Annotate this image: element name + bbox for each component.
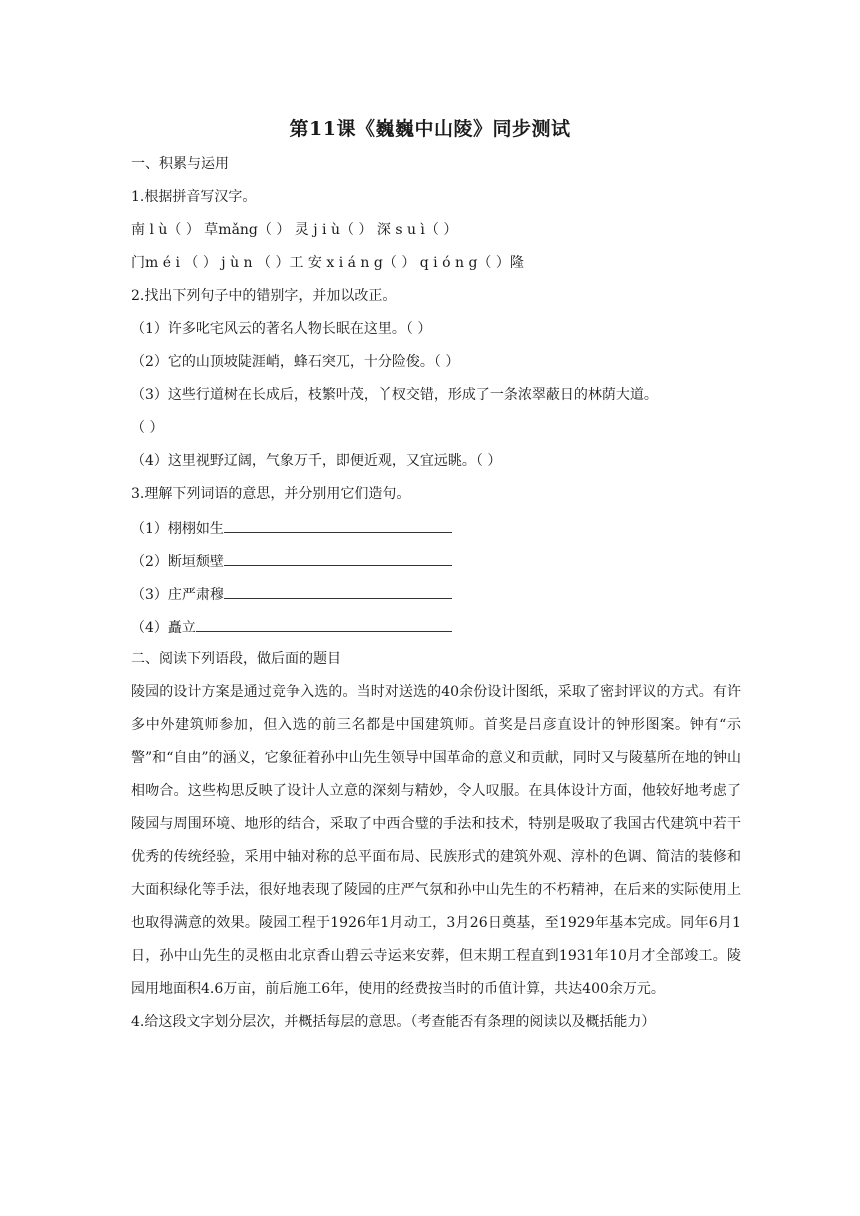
question-3-term: （4）矗立 xyxy=(131,620,196,636)
question-2-item: （2）它的山顶坡陡涯峭，蜂石突兀，十分险俊。（ ） xyxy=(131,354,460,370)
answer-blank-line[interactable] xyxy=(224,583,452,599)
pinyin-row-2: 门m é i （ ） j ù n （ ）工 安 x i á n g（ ） q i ó n g（ ）隆 xyxy=(131,255,524,271)
question-2-prompt: 2.找出下列句子中的错别字，并加以改正。 xyxy=(131,288,397,304)
question-2-item: （ ） xyxy=(131,420,164,436)
document-body xyxy=(131,154,741,1045)
question-3-item xyxy=(131,616,741,649)
page-title: 第11课《巍巍中山陵》同步测试 xyxy=(289,118,571,140)
question-3-term: （1）栩栩如生 xyxy=(131,521,224,537)
answer-blank-line[interactable] xyxy=(224,517,452,533)
question-2-item: （4）这里视野辽阔，气象万千，即便近观，又宜远眺。（ ） xyxy=(131,453,502,469)
question-2-item: （1）许多叱宅风云的著名人物长眠在这里。（ ） xyxy=(131,321,432,337)
question-3-item xyxy=(131,583,741,616)
section-heading-1: 一、积累与运用 xyxy=(131,156,229,172)
question-3-item xyxy=(131,550,741,583)
question-2-item: （3）这些行道树在长成后，枝繁叶茂，丫杈交错，形成了一条浓翠蔽日的林荫大道。 xyxy=(131,387,658,403)
pinyin-row-1: 南 l ù（ ） 草mǎng（ ） 灵 j i ù（ ） 深 s u ì（ ） xyxy=(131,222,458,238)
section-heading-2: 二、阅读下列语段，做后面的题目 xyxy=(131,651,341,667)
answer-blank-line[interactable] xyxy=(196,616,452,632)
question-4-prompt: 4.给这段文字划分层次，并概括每层的意思。（考查能否有条理的阅读以及概括能力） xyxy=(131,1014,656,1030)
answer-blank-line[interactable] xyxy=(224,550,452,566)
question-3-term: （3）庄严肃穆 xyxy=(131,587,224,603)
question-3-prompt: 3.理解下列词语的意思，并分别用它们造句。 xyxy=(131,486,411,502)
reading-passage: 陵园的设计方案是通过竞争入选的。当时对送选的40余份设计图纸，采取了密封评议的方式。有许多中外建筑师参加，但入选的前三名都是中国建筑师。首奖是吕彦直设计的钟形图案。钟有“示警”和“自由”的涵义，它象征着孙中山先生领导中国革命的意义和贡献，同时又与陵墓所在地的钟山相吻合。这些构思反映了设计人立意的深刻与精妙，令人叹服。在具体设计方面，他较好地考虑了陵园与周围环境、地形的结合，采取了中西合璧的手法和技术，特别是吸取了我国古代建筑中若干优秀的传统经验，采用中轴对称的总平面布局、民族形式的建筑外观、淳朴的色调、简洁的装修和大面积绿化等手法，很好地表现了陵园的庄严气氛和孙中山先生的不朽精神，在后来的实际使用上也取得满意的效果。陵园工程于1926年1月动工，3月26日奠基，至1929年基本完成。同年6月1日，孙中山先生的灵柩由北京香山碧云寺运来安葬，但末期工程直到1931年10月才全部竣工。陵园用地面积4.6万亩，前后施工6年，使用的经费按当时的币值计算，共达400余万元。 xyxy=(131,684,741,997)
question-3-term: （2）断垣颓壁 xyxy=(131,554,224,570)
question-1-prompt: 1.根据拼音写汉字。 xyxy=(131,189,257,205)
question-3-item xyxy=(131,517,741,550)
